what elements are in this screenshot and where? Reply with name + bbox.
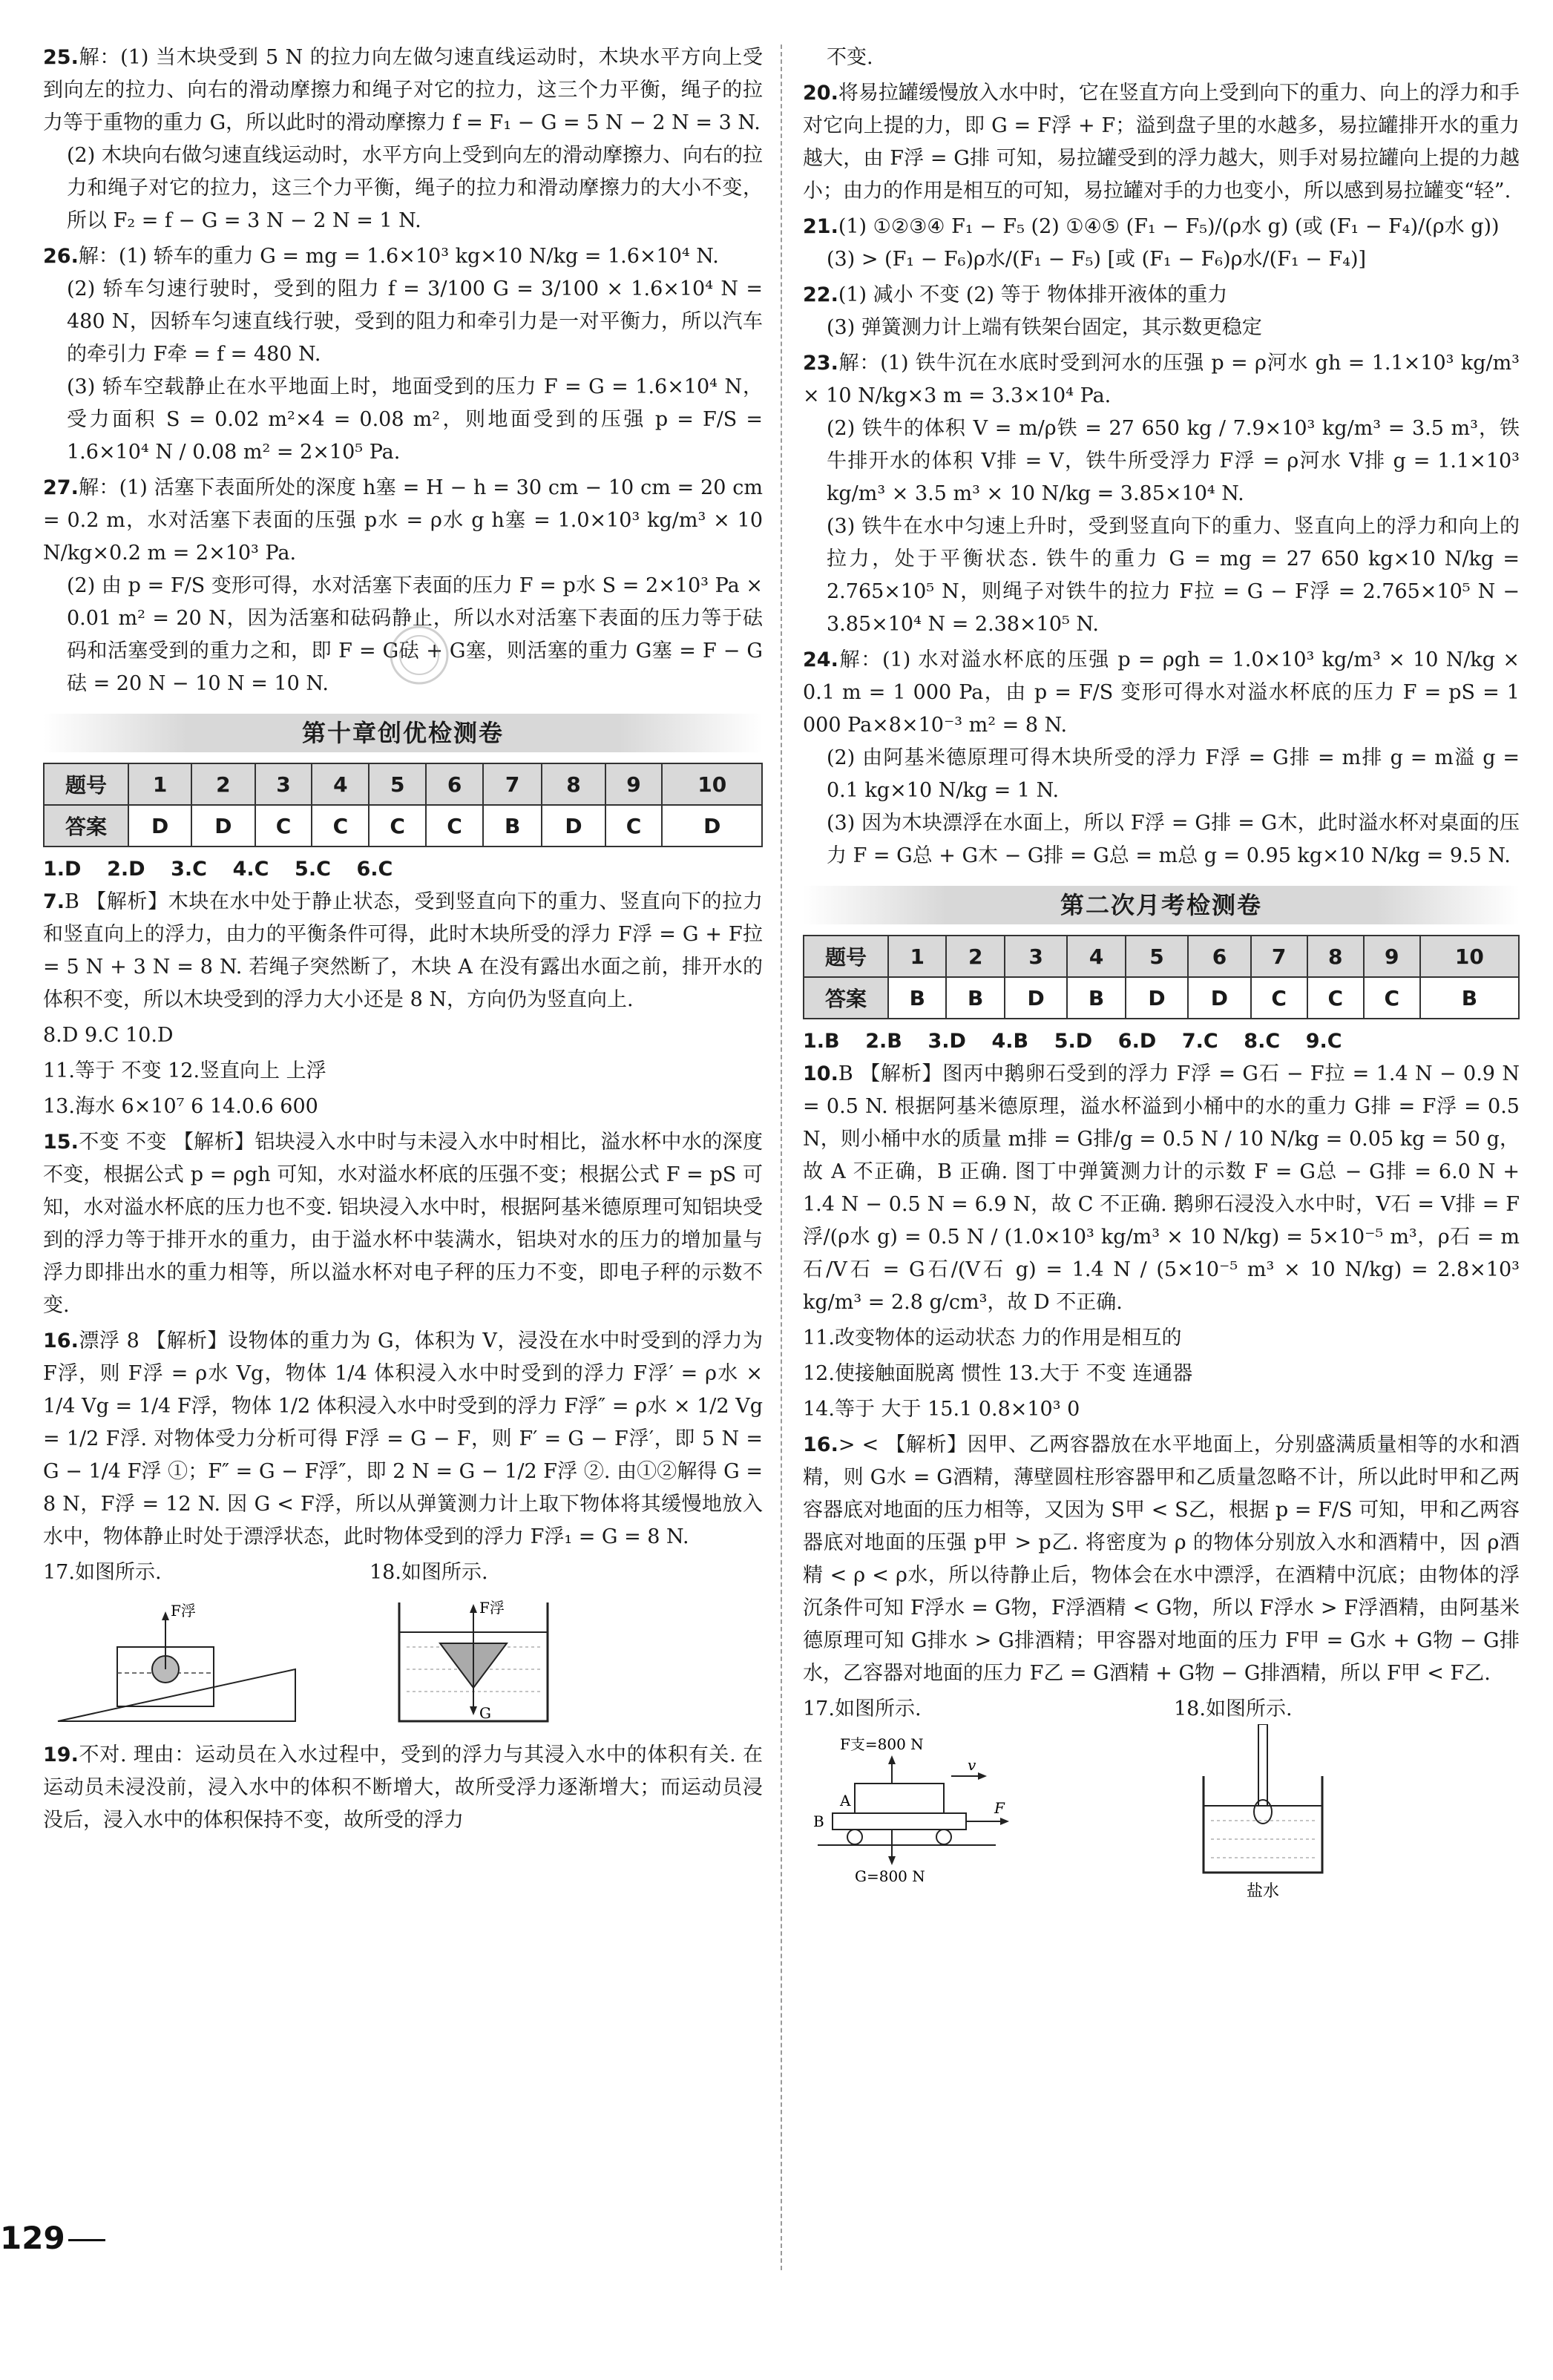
question-number: 26. (43, 245, 79, 268)
answer-text: (3) 因为木块漂浮在水面上，所以 F浮 = G排 = G木，此时溢水杯对桌面的压力 F = G总 + G木 − G排 = G总 = m总 g = 0.95 kg×10 N/kg = 9.5 N. (827, 812, 1520, 867)
table-cell: 9 (1364, 936, 1420, 977)
figure-18-diagram (1174, 1724, 1367, 1902)
question-number: 16. (803, 1433, 838, 1456)
table-cell: D (1188, 977, 1250, 1019)
answer-text: (2) 由阿基米德原理可得木块所受的浮力 F浮 = G排 = m排 g = m溢 g = 0.1 kg×10 N/kg = 1 N. (827, 746, 1520, 802)
table-cell: 2 (191, 763, 255, 805)
table-cell: C (369, 805, 426, 847)
answer-text: B 【解析】图丙中鹅卵石受到的浮力 F浮 = G石 − F拉 = 1.4 N − 0.9 N = 0.5 N. 根据阿基米德原理，溢水杯溢到小桶中的水的重力 G排 = F浮 = 0.5 N，则小桶中水的质量 m排 = G排/g = 0.5 N / 10 N/kg = 0.05 kg = 50 g，故 A 不正确，B 正确. 图丁中弹簧测力计的示数 F = G总 − G排 = 6.0 N + 1.4 N − 0.5 N = 6.9 N，故 C 不正确. 鹅卵石浸没入水中时，V石 = V排 = F浮/(ρ水 g) = 0.5 N / (1.0×10³ kg/m³ × 10 N/kg) = 5×10⁻⁵ m³，ρ石 = m石/V石 = G石/(V石 g) = 1.4 N / (5×10⁻⁵ m³ × 10 N/kg) = 2.8×10³ kg/m³ = 2.8 g/cm³，故 D 不正确. (803, 1062, 1520, 1314)
page-number-text: 129 (0, 2220, 65, 2256)
table-cell: 7 (483, 763, 542, 805)
table-cell: B (1420, 977, 1519, 1019)
question-16 (43, 1325, 763, 1554)
answer-text: (3) 弹簧测力计上端有铁架台固定，其示数更稳定 (827, 316, 1262, 339)
mc-answer: 1.B (803, 1030, 840, 1053)
answer-table (43, 763, 763, 847)
mc-answer: 2.B (865, 1030, 902, 1053)
table-header-label: 题号 (804, 936, 888, 977)
answer-table (803, 935, 1520, 1019)
table-cell: C (426, 805, 483, 847)
question-25 (43, 42, 763, 237)
support-force-label: F支=800 N (840, 1735, 924, 1753)
answers-12-13: 12.使接触面脱离 惯性 13.大于 不变 连通器 (803, 1362, 1193, 1385)
mc-answer: 5.C (295, 858, 331, 881)
table-cell: 1 (888, 936, 946, 977)
answer-text: 解：(1) 水对溢水杯底的压强 p = ρgh = 1.0×10³ kg/m³ × 10 N/kg × 0.1 m = 1 000 Pa，由 p = F/S 变形可得水对溢水杯底的压力 F = pS = 1 000 Pa×8×10⁻³ m² = 8 N. (803, 648, 1520, 737)
question-7 (43, 886, 763, 1016)
watermark-icon (386, 622, 453, 688)
answer-text: (3) > (F₁ − F₆)ρ水/(F₁ − F₅) [或 (F₁ − F₆)ρ水/(F₁ − F₄)] (827, 248, 1367, 271)
answer-text: 解：(1) 当木块受到 5 N 的拉力向左做匀速直线运动时，木块水平方向上受到向左的拉力、向右的滑动摩擦力和绳子对它的拉力，这三个力平衡，绳子的拉力等于重物的重力 G，所以此时的滑动摩擦力 f = F₁ − G = 5 N − 2 N = 3 N. (43, 46, 763, 134)
table-cell: B (1067, 977, 1125, 1019)
page-number (0, 2220, 105, 2256)
answer-text: 解：(1) 活塞下表面所处的深度 h塞 = H − h = 30 cm − 10 cm = 20 cm = 0.2 m，水对活塞下表面的压强 p水 = ρ水 g h塞 = 1.0×10³ kg/m³ × 10 N/kg×0.2 m = 2×10³ Pa. (43, 476, 763, 565)
table-cell: 5 (1126, 936, 1188, 977)
table-cell: 9 (605, 763, 663, 805)
mc-answer: 2.D (107, 858, 145, 881)
table-cell: 7 (1251, 936, 1307, 977)
question-number: 21. (803, 215, 838, 238)
figure-17-diagram (43, 1588, 310, 1736)
table-cell: 4 (1067, 936, 1125, 977)
figure-label: 17.如图所示. (803, 1697, 922, 1720)
table-cell: 6 (1188, 936, 1250, 977)
velocity-label: v (968, 1756, 976, 1774)
answer-text: 不变 不变 【解析】铝块浸入水中时与未浸入水中时相比，溢水杯中水的深度不变，根据公式 p = ρgh 可知，水对溢水杯底的压强不变；根据公式 F = pS 可知，水对溢水杯底的压力也不变. 铝块浸入水中时，根据阿基米德原理可知铝块受到的浮力等于排开水的重力，由于溢水杯中装满水，铝块对水的压力的增加量与浮力即排出水的重力相等，所以溢水杯对电子秤的压力不变，即电子秤的示数不变. (43, 1131, 763, 1317)
figure-18 (370, 1558, 666, 1739)
figure-row (43, 1558, 763, 1739)
table-cell: 10 (662, 763, 762, 805)
mc-answer: 5.D (1054, 1030, 1093, 1053)
column-divider (781, 45, 782, 2270)
question-26 (43, 240, 763, 469)
table-cell: C (1251, 977, 1307, 1019)
question-number: 10. (803, 1062, 838, 1085)
table-cell: D (1005, 977, 1067, 1019)
figure-label: 18.如图所示. (1174, 1697, 1293, 1720)
figure-17-diagram (803, 1724, 1040, 1887)
table-row (44, 805, 762, 847)
figure-17 (43, 1558, 340, 1739)
answer-text: 解：(1) 轿车的重力 G = mg = 1.6×10³ kg×10 N/kg = 1.6×10⁴ N. (78, 245, 719, 268)
question-number: 27. (43, 476, 79, 499)
table-cell: C (255, 805, 312, 847)
mc-answer: 6.D (1117, 1030, 1157, 1053)
mc-answer: 4.C (232, 858, 269, 881)
question-number: 7. (43, 890, 65, 913)
question-15 (43, 1126, 763, 1322)
answer-text: (2) 木块向右做匀速直线运动时，水平方向上受到向左的滑动摩擦力、向右的拉力和绳子对它的拉力，这三个力平衡，绳子的拉力和滑动摩擦力的大小不变，所以 F₂ = f − G = 3 N − 2 N = 1 N. (67, 144, 763, 232)
question-number: 16. (43, 1329, 79, 1352)
question-19 (43, 1739, 763, 1837)
table-row (804, 936, 1519, 977)
figure-17 (803, 1694, 1144, 1905)
left-column (43, 42, 763, 1840)
answer-text: B 【解析】木块在水中处于静止状态，受到竖直向下的重力、竖直向下的拉力和竖直向上的浮力，由力的平衡条件可得，此时木块所受的浮力 F浮 = G + F拉 = 5 N + 3 N = 8 N. 若绳子突然断了，木块 A 在没有露出水面之前，排开水的体积不变，所以木块受到的浮力大小还是 8 N，方向仍为竖直向上. (43, 890, 763, 1011)
table-cell: D (542, 805, 605, 847)
mc-answer: 3.D (927, 1030, 966, 1053)
answers-8-10: 8.D 9.C 10.D (43, 1024, 174, 1047)
right-column (803, 42, 1520, 1905)
table-cell: 4 (312, 763, 369, 805)
block-b-label: B (813, 1812, 824, 1830)
table-cell: B (946, 977, 1004, 1019)
table-cell: C (1364, 977, 1420, 1019)
answer-text: 解：(1) 铁牛沉在水底时受到河水的压强 p = ρ河水 gh = 1.1×10³ kg/m³ × 10 N/kg×3 m = 3.3×10⁴ Pa. (803, 352, 1520, 407)
figure-caption: 盐水 (1247, 1882, 1280, 1901)
figure-18-diagram (370, 1588, 592, 1736)
table-cell: B (483, 805, 542, 847)
answer-text: > < 【解析】因甲、乙两容器放在水平地面上，分别盛满质量相等的水和酒精，则 G水 = G酒精，薄壁圆柱形容器甲和乙质量忽略不计，所以此时甲和乙两容器底对地面的压力相等，又因为 S甲 < S乙，根据 p = F/S 可知，甲和乙两容器底对地面的压强 p甲 > p乙. 将密度为 ρ 的物体分别放入水和酒精中，因 ρ酒精 < ρ < ρ水，所以待静止后，物体会在水中漂浮，在酒精中沉底；由物体的浮沉条件可知 F浮水 = G物，F浮酒精 < G物，所以 F浮水 > F浮酒精，由阿基米德原理可知 G排水 > G排酒精；甲容器对地面的压力 F甲 = G水 + G物 − G排水，乙容器对地面的压力 F乙 = G酒精 + G物 − G排酒精，所以 F甲 < F乙. (803, 1433, 1520, 1685)
gravity-label: G=800 N (855, 1867, 925, 1885)
question-10 (803, 1058, 1520, 1319)
table-cell: 2 (946, 936, 1004, 977)
mc-answer: 6.C (356, 858, 393, 881)
answers-14-15: 14.等于 大于 15.1 0.8×10³ 0 (803, 1398, 1080, 1421)
force-label: F浮 (479, 1599, 505, 1617)
question-22 (803, 279, 1520, 344)
figure-label: 17.如图所示. (43, 1561, 162, 1584)
question-number: 22. (803, 283, 838, 306)
question-number: 20. (803, 82, 838, 105)
answer-text: (1) 减小 不变 (2) 等于 物体排开液体的重力 (838, 283, 1228, 306)
answer-text: (2) 轿车匀速行驶时，受到的阻力 f = 3/100 G = 3/100 × 1.6×10⁴ N = 480 N，因轿车匀速直线行驶，受到的阻力和牵引力是一对平衡力，所以汽车的牵引力 F牵 = f = 480 N. (67, 277, 763, 366)
force-label: F浮 (171, 1602, 196, 1620)
figure-label: 18.如图所示. (370, 1561, 488, 1584)
force-label: F (994, 1799, 1005, 1817)
table-cell: D (128, 805, 191, 847)
figure-row (803, 1694, 1520, 1905)
table-cell: 3 (255, 763, 312, 805)
answer-11: 11.改变物体的运动状态 力的作用是相互的 (803, 1327, 1182, 1350)
mc-answer: 7.C (1181, 1030, 1218, 1053)
answers-13-14: 13.海水 6×10⁷ 6 14.0.6 600 (43, 1095, 318, 1118)
question-23 (803, 347, 1520, 641)
section-title: 第十章创优检测卷 (43, 714, 763, 752)
question-number: 19. (43, 1743, 79, 1766)
question-16 (803, 1429, 1520, 1690)
table-row (804, 977, 1519, 1019)
answer-text: (3) 轿车空载静止在水平地面上时，地面受到的压力 F = G = 1.6×10⁴ N，受力面积 S = 0.02 m²×4 = 0.08 m²，则地面受到的压强 p = F/S = 1.6×10⁴ N / 0.08 m² = 2×10⁵ Pa. (67, 375, 763, 464)
answer-text: (2) 由 p = F/S 变形可得，水对活塞下表面的压力 F = p水 S = 2×10³ Pa × 0.01 m² = 20 N，因为活塞和砝码静止，所以水对活塞下表面的压力等于砝码和活塞受到的重力之和，即 F = G砝 + G塞，则活塞的重力 G塞 = F − G砝 = 20 N − 10 N = 10 N. (67, 574, 763, 695)
answers-11-12: 11.等于 不变 12.竖直向上 上浮 (43, 1059, 326, 1082)
answer-text: (1) ①②③④ F₁ − F₅ (2) ①④⑤ (F₁ − F₅)/(ρ水 g) (或 (F₁ − F₄)/(ρ水 g)) (838, 215, 1500, 238)
table-cell: 1 (128, 763, 191, 805)
table-cell: D (1126, 977, 1188, 1019)
table-cell: D (662, 805, 762, 847)
table-cell: 8 (542, 763, 605, 805)
table-cell: 8 (1307, 936, 1364, 977)
mc-answer: 8.C (1244, 1030, 1281, 1053)
question-20 (803, 77, 1520, 208)
table-cell: C (312, 805, 369, 847)
question-number: 23. (803, 352, 838, 375)
table-cell: D (191, 805, 255, 847)
answer-text: (3) 铁牛在水中匀速上升时，受到竖直向下的重力、竖直向上的浮力和向上的拉力，处于平衡状态. 铁牛的重力 G = mg = 27 650 kg×10 N/kg = 2.765×10⁵ N，则绳子对铁牛的拉力 F拉 = G − F浮 = 2.765×10⁵ N − 3.85×10⁴ N = 2.38×10⁵ N. (827, 515, 1520, 636)
question-number: 25. (43, 46, 79, 69)
mc-answer: 1.D (43, 858, 82, 881)
table-answer-label: 答案 (804, 977, 888, 1019)
question-19-continued: 不变. (827, 46, 873, 69)
multiple-choice-line (803, 1025, 1520, 1058)
answer-text: (2) 铁牛的体积 V = m/ρ铁 = 27 650 kg / 7.9×10³ kg/m³ = 3.5 m³，铁牛排开水的体积 V排 = V，铁牛所受浮力 F浮 = ρ河水 V排 g = 1.1×10³ kg/m³ × 3.5 m³ × 10 N/kg = 3.85×10⁴ N. (827, 417, 1520, 505)
mc-answer: 9.C (1305, 1030, 1342, 1053)
gravity-label: G (479, 1704, 491, 1722)
table-cell: B (888, 977, 946, 1019)
block-a-label: A (840, 1792, 851, 1809)
answer-text: 不对. 理由：运动员在入水过程中，受到的浮力与其浸入水中的体积有关. 在运动员未浸没前，浸入水中的体积不断增大，故所受浮力逐渐增大；而运动员浸没后，浸入水中的体积保持不变，故所受的浮力 (43, 1743, 763, 1832)
table-cell: 10 (1420, 936, 1519, 977)
table-answer-label: 答案 (44, 805, 128, 847)
answer-text: 漂浮 8 【解析】设物体的重力为 G，体积为 V，浸没在水中时受到的浮力为 F浮，则 F浮 = ρ水 Vg，物体 1/4 体积浸入水中时受到的浮力 F浮′ = ρ水 × 1/4 Vg = 1/4 F浮，物体 1/2 体积浸入水中时受到的浮力 F浮″ = ρ水 × 1/2 Vg = 1/2 F浮. 对物体受力分析可得 F浮 = G − F，则 F′ = G − F浮′，即 5 N = G − 1/4 F浮 ①；F″ = G − F浮″，即 2 N = G − 1/2 F浮 ②. 由①②解得 G = 8 N，F浮 = 12 N. 因 G < F浮，所以从弹簧测力计上取下物体将其缓慢地放入水中，物体静止时处于漂浮状态，此时物体受到的浮力 F浮₁ = G = 8 N. (43, 1329, 763, 1548)
multiple-choice-line (43, 853, 763, 886)
table-row (44, 763, 762, 805)
mc-answer: 4.B (991, 1030, 1029, 1053)
table-cell: C (605, 805, 663, 847)
table-cell: 5 (369, 763, 426, 805)
mc-answer: 3.C (171, 858, 207, 881)
table-header-label: 题号 (44, 763, 128, 805)
question-number: 24. (803, 648, 838, 671)
question-21 (803, 211, 1520, 276)
table-cell: 3 (1005, 936, 1067, 977)
question-number: 15. (43, 1131, 79, 1154)
figure-18 (1174, 1694, 1471, 1905)
table-cell: C (1307, 977, 1364, 1019)
question-24 (803, 644, 1520, 872)
table-cell: 6 (426, 763, 483, 805)
section-title: 第二次月考检测卷 (803, 886, 1520, 924)
answer-text: 将易拉罐缓慢放入水中时，它在竖直方向上受到向下的重力、向上的浮力和手对它向上提的力，即 G = F浮 + F；溢到盘子里的水越多，易拉罐排开水的重力越大，由 F浮 = G排 可知，易拉罐受到的浮力越大，则手对易拉罐向上提的力越小；由力的作用是相互的可知，易拉罐对手的力也变小，所以感到易拉罐变“轻”. (803, 82, 1520, 203)
